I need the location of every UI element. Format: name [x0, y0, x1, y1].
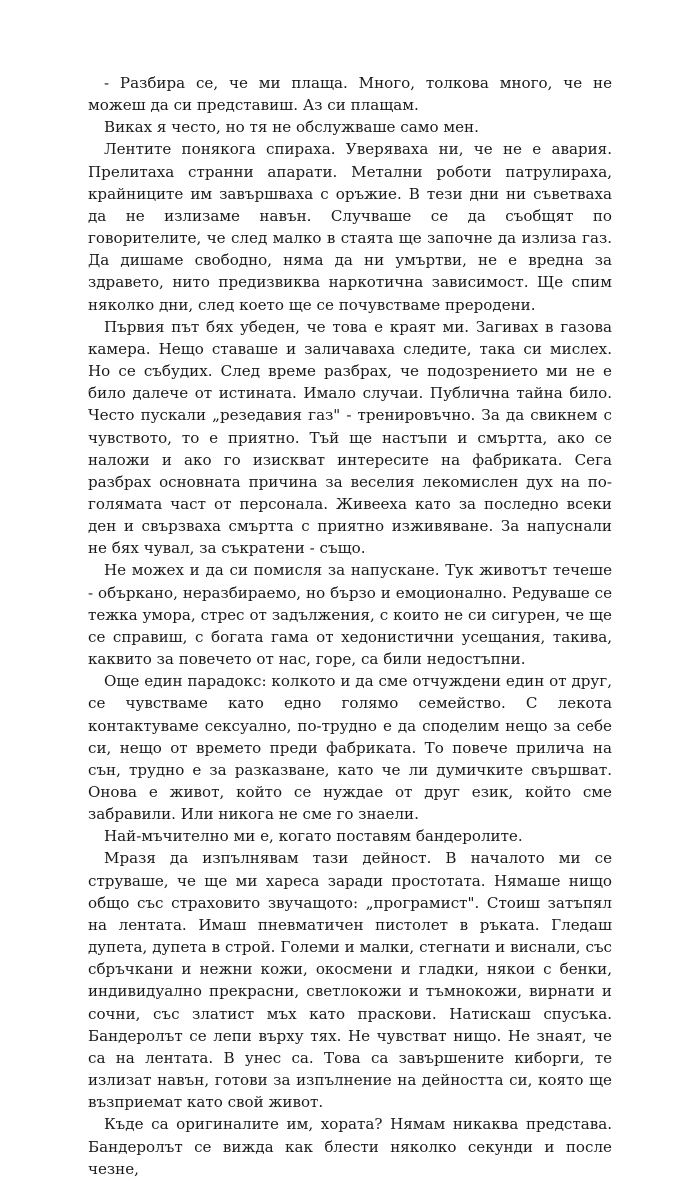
paragraph: - Разбира се, че ми плаща. Много, толкова много, че не можеш да си представиш. Аз си плащам. [88, 74, 612, 115]
page-body [88, 72, 612, 1180]
paragraph: Още един парадокс: колкото и да сме отчуждени един от друг, се чувстваме като едно голямо семейство. С лекота контактуваме сексуално, по-трудно е да споделим нещо за себе си, нещо от времето преди фабриката. То повече прилича на сън, трудно е за разказване, като че ли думичките свършват. Онова е живот, който се нуждае от друг език, който сме забравили. Или никога не сме го знаели. [88, 672, 612, 824]
paragraph: Виках я често, но тя не обслужваше само мен. [104, 118, 479, 137]
paragraph: Къде са оригиналите им, хората? Нямам никаква представа. Бандеролът се вижда как блести няколко секунди и после чезне, [88, 1115, 612, 1178]
paragraph: Не можех и да си помисля за напускане. Тук животът течеше - объркано, неразбираемо, но бързо и емоционално. Редуваше се тежка умора, стрес от задължения, с които не си сигурен, че ще се справиш, с богата гама от хедонистични усещания, такива, каквито за повечето от нас, горе, са били недостъпни. [88, 561, 612, 669]
paragraph: Лентите понякога спираха. Уверяваха ни, че не е авария. Прелитаха странни апарати. Метални роботи патрулираха, крайниците им завършваха с оръжие. В тези дни ни съветваха да не излизаме навън. Случваше се да съобщят по говорителите, че след малко в стаята ще започне да излиза газ. Да дишаме свободно, няма да ни умъртви, не е вредна за здравето, нито предизвиква наркотична зависимост. Ще спим няколко дни, след което ще се почувстваме преродени. [88, 140, 612, 314]
paragraph: Мразя да изпълнявам тази дейност. В началото ми се струваше, че ще ми хареса заради простотата. Нямаше нищо общо със страховито звучащото: „програмист". Стоиш затъпял на лентата. Имаш пневматичен пистолет в ръката. Гледаш дупета, дупета в строй. Големи и малки, стегнати и виснали, със сбръчкани и нежни кожи, окосмени и гладки, някои с бенки, индивидуално прекрасни, светлокожи и тъмнокожи, вирнати и сочни, със златист мъх като праскови. Натискаш спусъка. Бандеролът се лепи върху тях. Не чувстват нищо. Не знаят, че са на лентата. В унес са. Това са завършените киборги, те излизат навън, готови за изпълнение на дейността си, която ще възприемат като свой живот. [88, 849, 612, 1112]
paragraph: Първия път бях убеден, че това е краят ми. Загивах в газова камера. Нещо ставаше и заличаваха следите, така си мислех. Но се събудих. След време разбрах, че подозрението ми не е било далече от истината. Имало случаи. Публична тайна било. Често пускали „резедавия газ" - тренировъчно. За да свикнем с чувството, то е приятно. Тъй ще настъпи и смъртта, ако се наложи и ако го изискват интересите на фабриката. Сега разбрах основната причина за веселия лекомислен дух на по-голямата част от персонала. Живееха като за последно всеки ден и свързваха смъртта с приятно изживяване. За напуснали не бях чувал, за съкратени - също. [88, 317, 612, 558]
paragraph: Най-мъчително ми е, когато поставям бандеролите. [104, 827, 523, 846]
